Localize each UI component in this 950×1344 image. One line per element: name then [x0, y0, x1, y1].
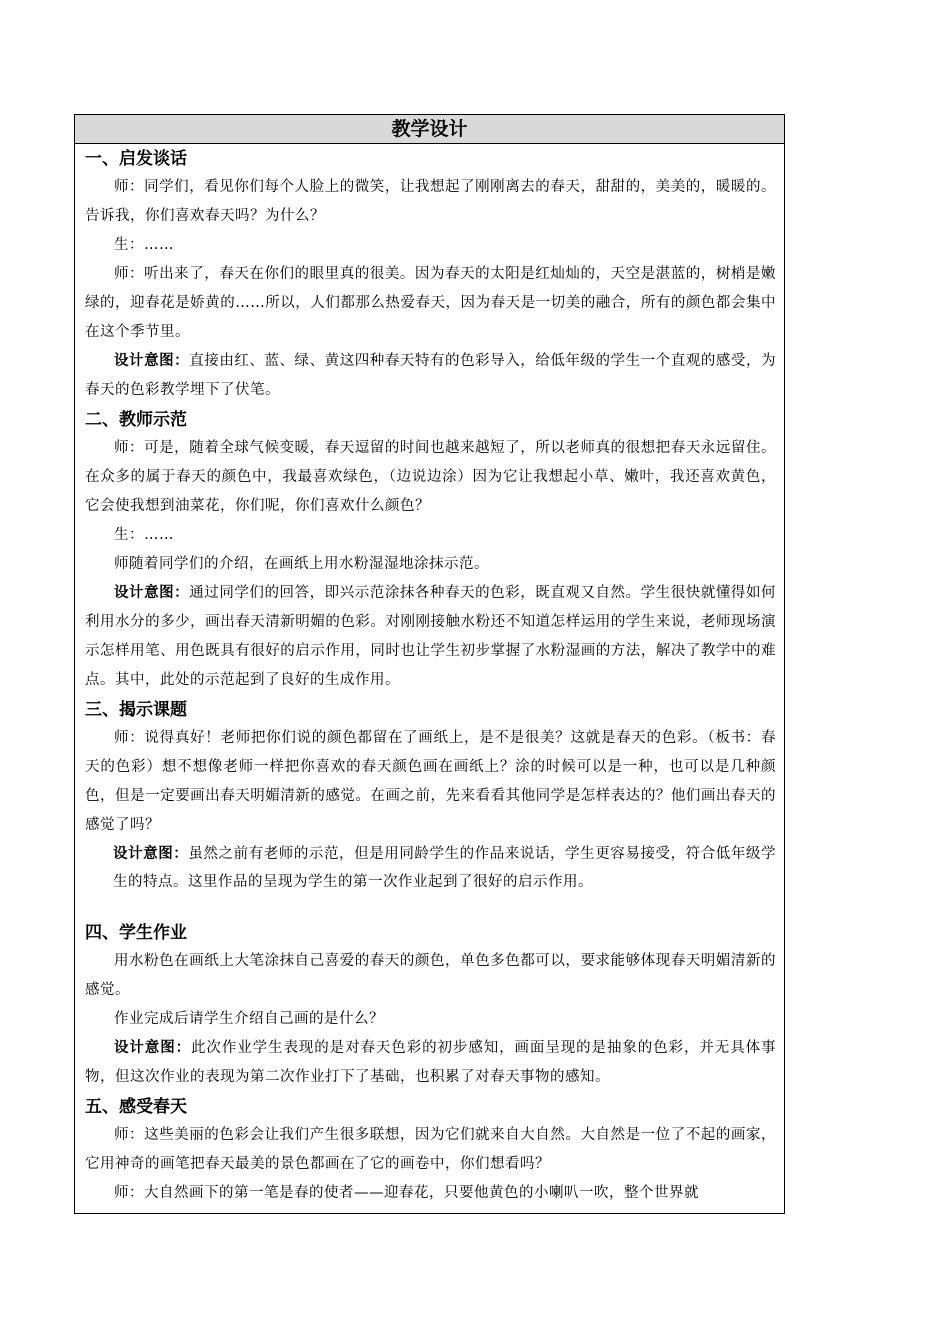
section-5	[85, 1093, 776, 1208]
paragraph: 师：大自然画下的第一笔是春的使者——迎春花，只要他黄色的小喇叭一吹，整个世界就	[114, 1185, 699, 1201]
paragraph: 师：说得真好！老师把你们说的颜色都留在了画纸上，是不是很美？这就是春天的色彩。（板书：春天的色彩）想不想像老师一样把你喜欢的春天颜色画在画纸上？涂的时候可以是一种，也可以是几种颜色，但是一定要画出春天明媚清新的感觉。在画之前，先来看看其他同学是怎样表达的？他们画出春天的感觉了吗？	[85, 730, 776, 833]
table-title: 教学设计	[75, 115, 784, 144]
paragraph: 师：可是，随着全球气候变暖，春天逗留的时间也越来越短了，所以老师真的很想把春天永远留住。在众多的属于春天的颜色中，我最喜欢绿色，（边说边涂）因为它让我想起小草、嫩叶，我还喜欢黄色，它会使我想到油菜花，你们呢，你们喜欢什么颜色？	[85, 440, 776, 514]
design-intent-label: 设计意图：	[114, 353, 190, 369]
section-heading: 五、感受春天	[85, 1097, 187, 1117]
spacer	[85, 896, 776, 918]
lesson-table	[74, 114, 785, 1214]
section-heading: 四、学生作业	[85, 923, 187, 943]
paragraph: 师：同学们，看见你们每个人脸上的微笑，让我想起了刚刚离去的春天，甜甜的，美美的，暖暖的。告诉我，你们喜欢春天吗？为什么？	[85, 179, 776, 224]
section-heading: 二、教师示范	[85, 410, 187, 430]
paragraph: 师：这些美丽的色彩会让我们产生很多联想，因为它们就来自大自然。大自然是一位了不起的画家，它用神奇的画笔把春天最美的景色都画在了它的画卷中，你们想看吗？	[85, 1127, 776, 1172]
paragraph: 用水粉色在画纸上大笔涂抹自己喜爱的春天的颜色，单色多色都可以，要求能够体现春天明媚清新的感觉。	[85, 953, 776, 998]
paragraph: 师：听出来了，春天在你们的眼里真的很美。因为春天的太阳是红灿灿的，天空是湛蓝的，树梢是嫩绿的，迎春花是娇黄的……所以，人们都那么热爱春天，因为春天是一切美的融合，所有的颜色都会集中在这个季节里。	[85, 266, 776, 340]
section-3	[85, 696, 776, 918]
design-intent-text: 通过同学们的回答，即兴示范涂抹各种春天的色彩，既直观又自然。学生很快就懂得如何利用水分的多少，画出春天清新明媚的色彩。对刚刚接触水粉还不知道怎样运用的学生来说，老师现场演示怎样用笔、用色既具有很好的启示作用，同时也让学生初步掌握了水粉湿画的方法，解决了教学中的难点。其中，此处的示范起到了良好的生成作用。	[85, 585, 776, 688]
design-intent-text: 此次作业学生表现的是对春天色彩的初步感知，画面呈现的是抽象的色彩，并无具体事物，但这次作业的表现为第二次作业打下了基础，也积累了对春天事物的感知。	[85, 1040, 777, 1085]
design-intent	[85, 840, 776, 896]
design-intent	[85, 347, 776, 405]
design-intent-label: 设计意图：	[113, 846, 189, 862]
design-intent	[85, 1034, 776, 1092]
section-1	[85, 145, 776, 405]
design-intent-label: 设计意图：	[114, 585, 190, 601]
section-heading: 一、启发谈话	[85, 149, 187, 169]
table-content	[75, 145, 784, 1208]
design-intent-text: 直接由红、蓝、绿、黄这四种春天特有的色彩导入，给低年级的学生一个直观的感受，为春天的色彩教学埋下了伏笔。	[85, 353, 776, 398]
section-4	[85, 919, 776, 1092]
design-intent-text: 虽然之前有老师的示范，但是用同龄学生的作品来说话，学生更容易接受，符合低年级学生的特点。这里作品的呈现为学生的第一次作业起到了很好的启示作用。	[113, 846, 777, 890]
paragraph: 师随着同学们的介绍，在画纸上用水粉湿湿地涂抹示范。	[114, 556, 489, 572]
paragraph: 作业完成后请学生介绍自己画的是什么？	[114, 1011, 384, 1027]
section-2	[85, 406, 776, 695]
section-heading: 三、揭示课题	[85, 700, 187, 720]
design-intent-label: 设计意图：	[114, 1040, 192, 1056]
paragraph: 生：……	[114, 237, 174, 253]
design-intent	[85, 579, 776, 695]
paragraph: 生：……	[114, 527, 174, 543]
